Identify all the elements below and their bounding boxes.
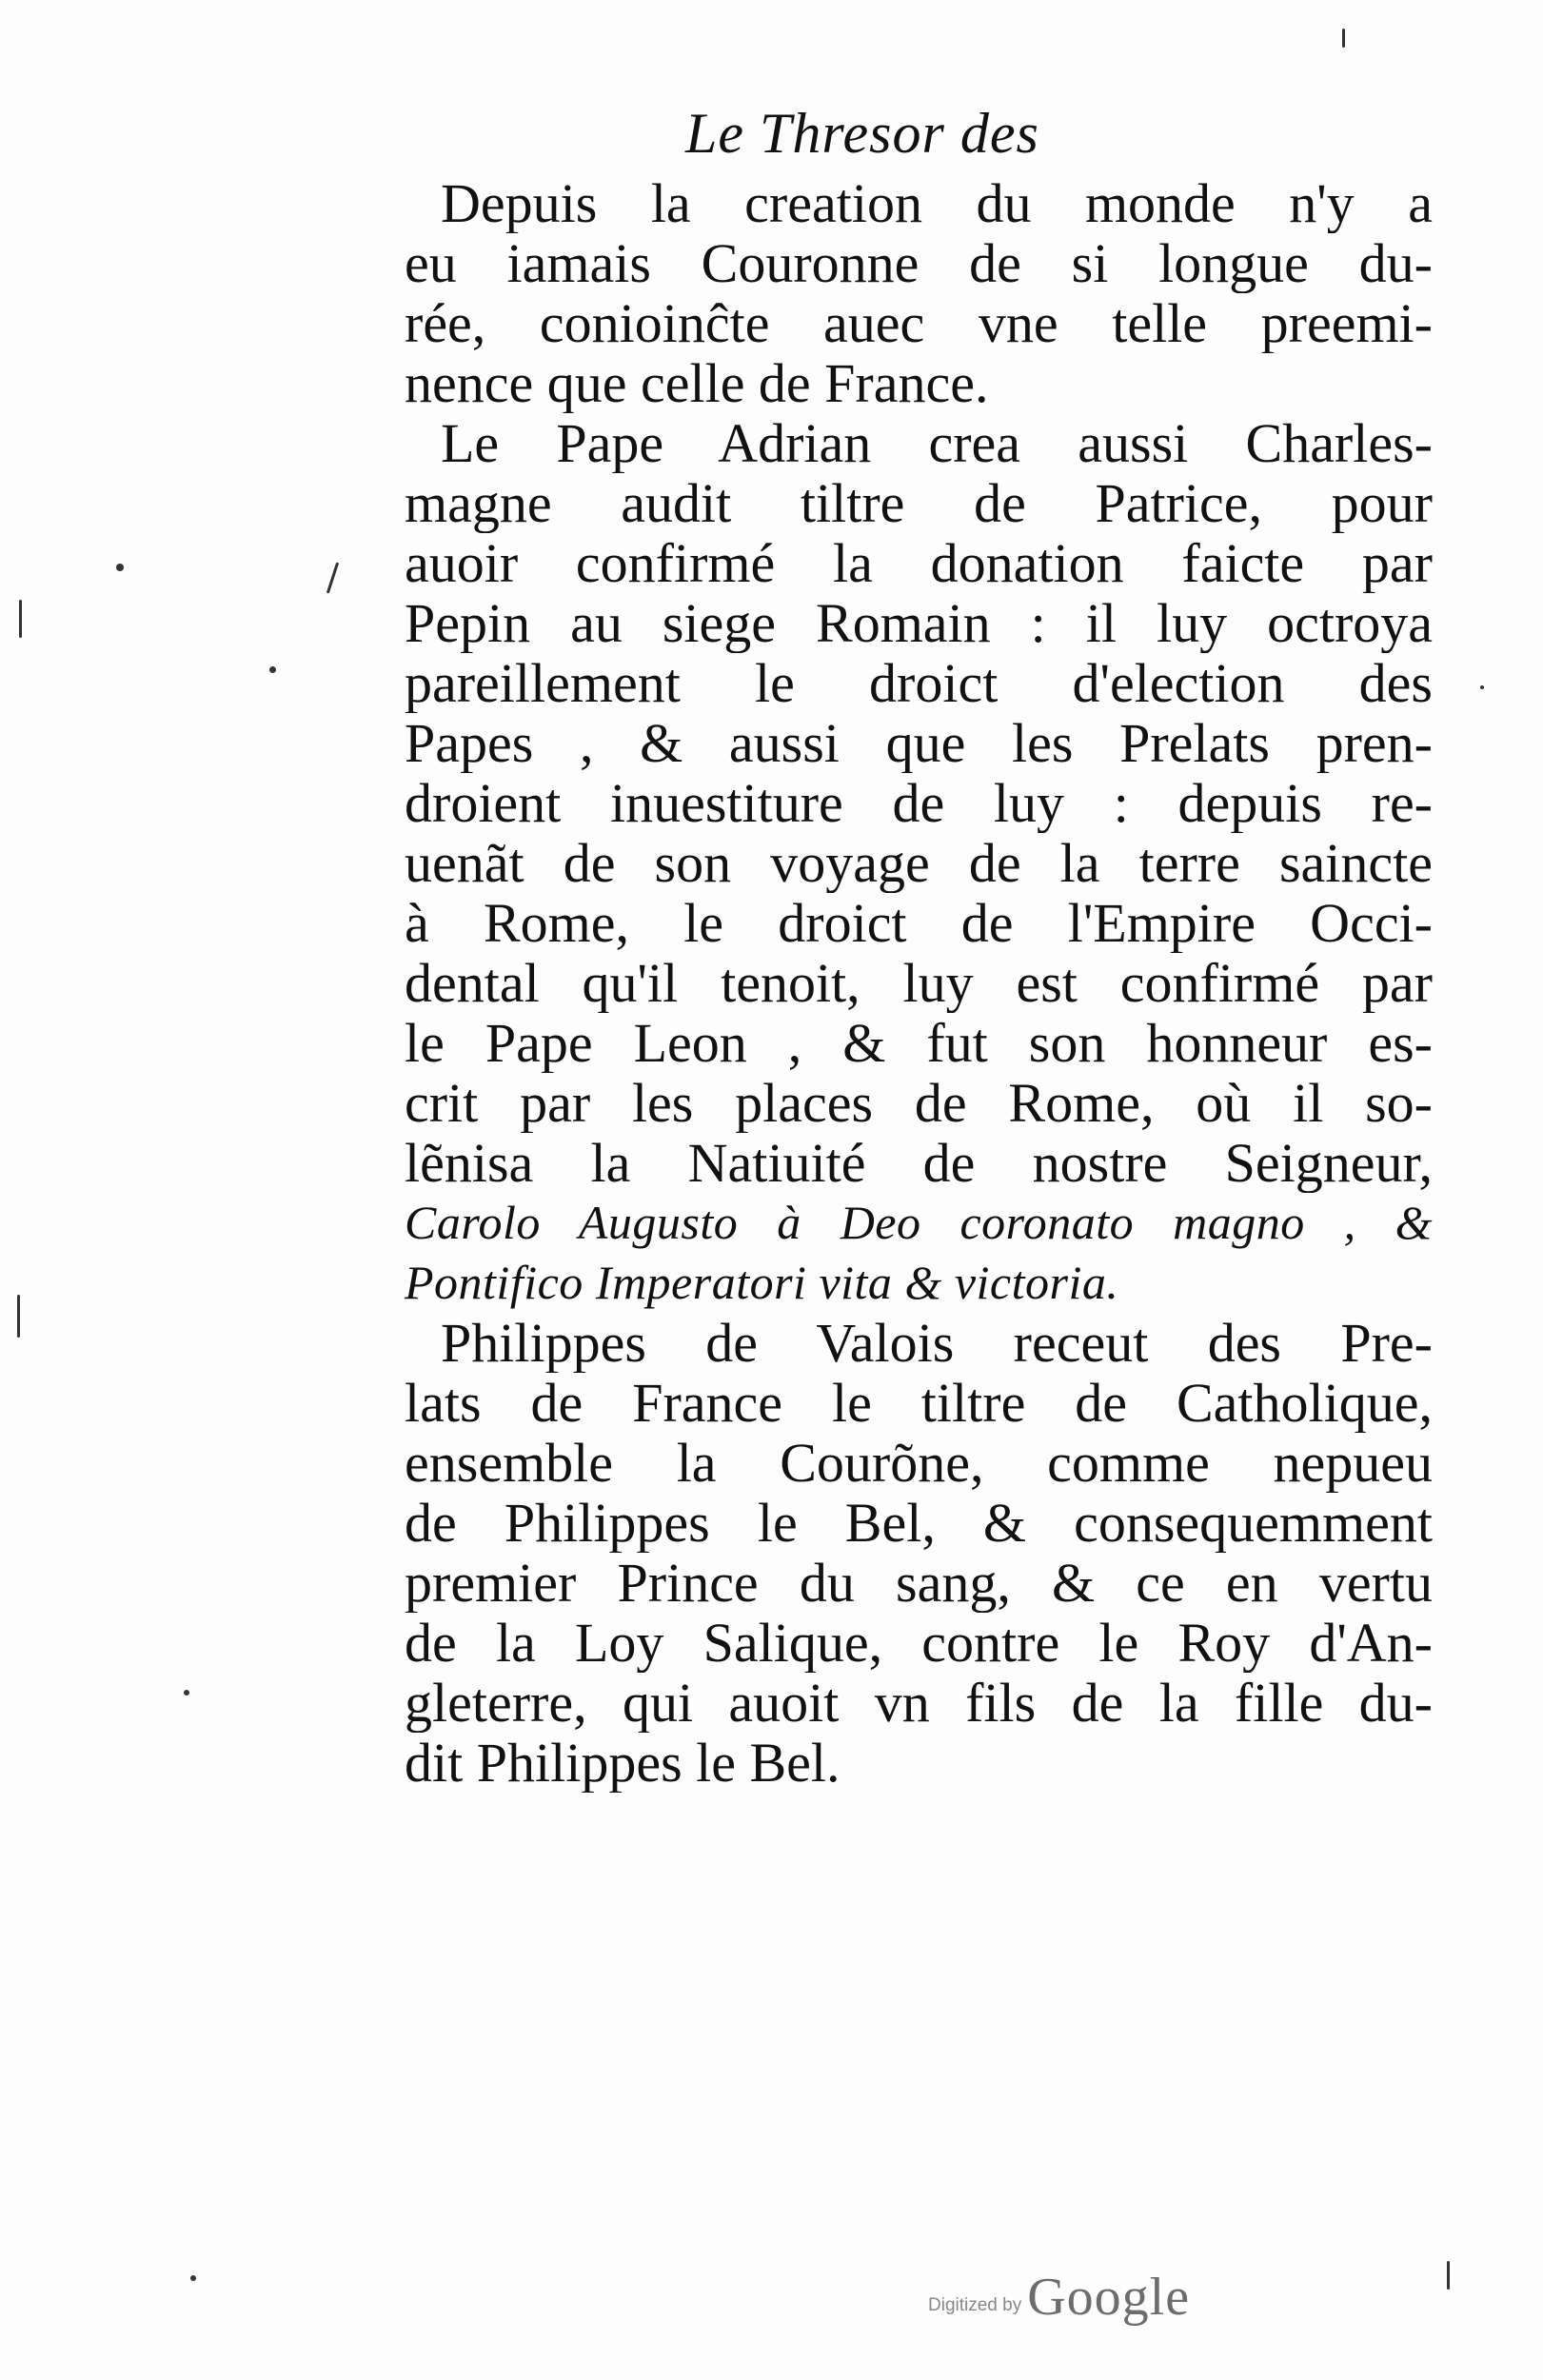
text-line: eu iamais Couronne de si longue du- [405, 233, 1433, 293]
text-line: crit par les places de Rome, où il so- [405, 1073, 1433, 1133]
text-line: magne audit tiltre de Patrice, pour [405, 473, 1433, 533]
text-line: uenãt de son voyage de la terre saincte [405, 833, 1433, 893]
text-line: Le Pape Adrian crea aussi Charles- [441, 413, 1433, 473]
google-logo: Google [1027, 2268, 1191, 2327]
text-line: lẽnisa la Natiuité de nostre Seigneur, [405, 1133, 1433, 1193]
text-line: Carolo Augusto à Deo coronato magno , & [405, 1196, 1433, 1249]
text-line: Papes , & aussi que les Prelats pren- [405, 713, 1433, 773]
text-line: Depuis la creation du monde n'y a [441, 173, 1433, 233]
text-line: auoir confirmé la donation faicte par [405, 533, 1433, 593]
text-line: de la Loy Salique, contre le Roy d'An- [405, 1613, 1433, 1673]
text-line: Pontifico Imperatori vita & victoria. [405, 1256, 1119, 1309]
scan-speck [17, 1295, 20, 1338]
text-line: à Rome, le droict de l'Empire Occi- [405, 893, 1433, 953]
watermark-prefix: Digitized by [928, 2295, 1022, 2315]
text-line: dit Philippes le Bel. [405, 1733, 841, 1793]
text-line: nence que celle de France. [405, 353, 989, 413]
text-line: de Philippes le Bel, & consequemment [405, 1493, 1433, 1553]
scan-speck [1447, 2261, 1450, 2290]
text-line: rée, conioinĉte auec vne telle preemi- [405, 293, 1433, 353]
body-text [405, 173, 1433, 1793]
scan-speck [184, 1690, 189, 1696]
scan-speck [1480, 685, 1484, 689]
text-line: premier Prince du sang, & ce en vertu [405, 1553, 1433, 1613]
text-line: le Pape Leon , & fut son honneur es- [405, 1013, 1433, 1073]
scan-speck [269, 666, 276, 673]
digitized-by-google-watermark [928, 2261, 1242, 2328]
scan-speck [1342, 29, 1345, 48]
text-line: Philippes de Valois receut des Pre- [441, 1313, 1433, 1373]
text-line: lats de France le tiltre de Catholique, [405, 1373, 1433, 1433]
scan-speck [326, 562, 339, 593]
scan-speck [116, 564, 124, 571]
text-line: ensemble la Courõne, comme nepueu [405, 1433, 1433, 1493]
scan-speck [19, 600, 22, 638]
text-line: Pepin au siege Romain : il luy octroya [405, 593, 1433, 653]
text-line: droient inuestiture de luy : depuis re- [405, 773, 1433, 833]
text-line: dental qu'il tenoit, luy est confirmé par [405, 953, 1433, 1013]
text-line: gleterre, qui auoit vn fils de la fille du- [405, 1673, 1433, 1733]
text-line: pareillement le droict d'election des [405, 653, 1433, 713]
running-title: Le Thresor des [685, 102, 1039, 165]
scan-speck [190, 2275, 196, 2281]
